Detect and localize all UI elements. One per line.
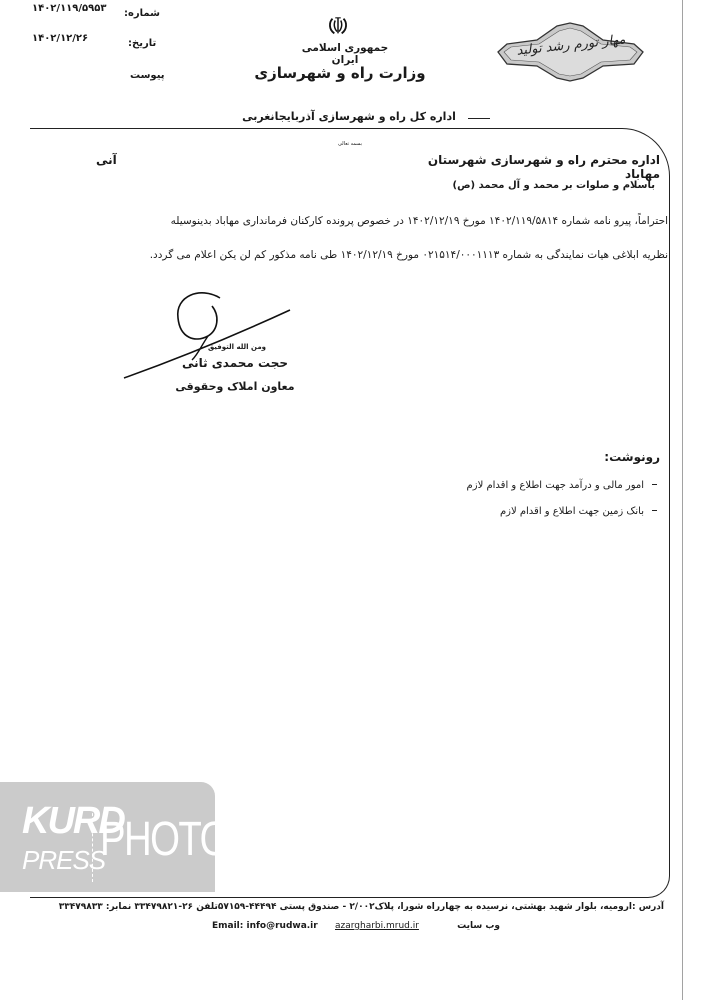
date-value: ۱۴۰۲/۱۲/۲۶: [32, 33, 89, 44]
header-divider: [468, 118, 490, 119]
ministry-name: وزارت راه و شهرسازی: [254, 64, 426, 82]
footer-email[interactable]: Email: info@rudwa.ir: [212, 921, 318, 931]
country-name: جمهوری اسلامی ایران: [301, 42, 389, 66]
footer-website-link[interactable]: azargharbi.mrud.ir: [335, 921, 419, 931]
signer-name: حجت محمدی ثانی: [181, 356, 289, 370]
greeting: باسلام و صلوات بر محمد و آل محمد (ص): [452, 180, 655, 191]
footer-address: آدرس :ارومیه، بلوار شهید بهشتی، نرسیده به چهارراه شورا، پلاک۲/۰۰۲ - صندوق پستی ۴۴۴۹۴-۵۷۱۵۹تلفن ۲۶-۳۳۴۷۹۸۲۱ نمابر: ۳۳۴۷۹۸۳۳: [58, 902, 664, 912]
urgency-label: آنی: [96, 153, 117, 167]
department-name: اداره کل راه و شهرسازی آذربایجانغربی: [242, 110, 456, 123]
number-label: شماره:: [124, 8, 160, 19]
signer-title: معاون املاک وحقوقی: [175, 380, 295, 393]
cc-bullet: [652, 484, 657, 485]
bismillah: بسمه تعالی: [337, 141, 363, 147]
footer-website-label: وب سایت: [457, 921, 500, 931]
cc-item-2: بانک زمین جهت اطلاع و اقدام لازم: [499, 506, 644, 517]
recipient: اداره محترم راه و شهرسازی شهرستان مهاباد: [427, 153, 660, 181]
slogan-text: مهار تورم رشد تولید: [515, 32, 627, 59]
cc-heading: رونوشت:: [604, 450, 660, 464]
date-label: تاریخ:: [128, 38, 157, 49]
iran-emblem-icon: [327, 15, 349, 37]
body-line-1: احتراماً، پیرو نامه شماره ۱۴۰۲/۱۱۹/۵۸۱۴ مورخ ۱۴۰۲/۱۲/۱۹ در خصوص پرونده کارکنان فرمانداری مهاباد بدینوسیله: [170, 215, 668, 227]
watermark-separator: [92, 808, 93, 882]
attachment-label: پیوست: [130, 70, 165, 81]
cc-item-1: امور مالی و درآمد جهت اطلاع و اقدام لازم: [466, 480, 644, 491]
signature-closing: ومن الله التوفیق: [207, 343, 266, 351]
watermark-press: PRESS: [22, 845, 106, 875]
cc-bullet: [652, 510, 657, 511]
number-value: ۱۴۰۲/۱۱۹/۵۹۵۳: [32, 3, 107, 14]
watermark-kurd: KURD: [22, 800, 124, 842]
watermark-photo: PHOTO: [100, 813, 228, 866]
page-edge: [682, 0, 683, 1000]
body-line-2: نظریه ابلاغی هیات نمایندگی به شماره ۰۲۱۵۱۴/۰۰۰۱۱۱۳ مورخ ۱۴۰۲/۱۲/۱۹ طی نامه مذکور کم لن یکن اعلام می گردد.: [149, 249, 668, 261]
